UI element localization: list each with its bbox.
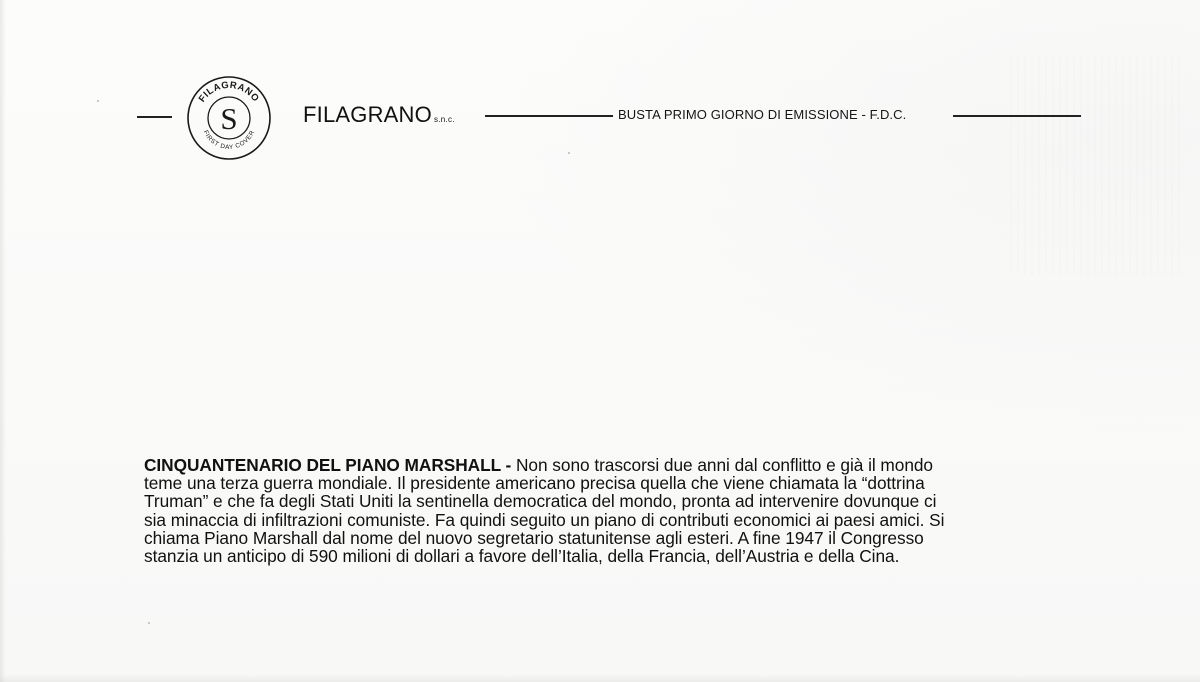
paper-speck — [568, 152, 570, 154]
filagrano-seal-logo — [186, 75, 272, 161]
description-title: CINQUANTENARIO DEL PIANO MARSHALL - — [144, 455, 512, 475]
description-line-4: sia minaccia di infiltrazioni comuniste. Fa quindi seguito un piano di contributi economici ai paesi amici. Si — [144, 509, 945, 530]
middle-rule — [485, 115, 613, 117]
description-line-2: teme una terza guerra mondiale. Il presidente americano precisa quella che viene chiamata la “dottrina — [144, 473, 925, 494]
description-line-5: chiama Piano Marshall dal nome del nuovo segretario statunitense agli esteri. A fine 1947 il Congresso — [144, 527, 924, 548]
description-line-1 — [144, 456, 1074, 474]
description-paragraph — [144, 456, 1074, 565]
bottom-edge-shadow — [0, 674, 1200, 682]
brand-suffix: s.n.c. — [433, 115, 455, 124]
seal-bottom-text: FIRST DAY COVER — [201, 129, 257, 152]
description-line-3: Truman” e che fa degli Stati Uniti la sentinella democratica del mondo, pronta ad intervenire dovunque ci — [144, 491, 937, 512]
left-dash-rule — [137, 116, 172, 118]
paper-speck — [148, 622, 150, 624]
brand-name-block — [303, 102, 455, 128]
left-edge-shadow — [0, 0, 6, 682]
right-rule — [953, 115, 1081, 117]
brand-name: FILAGRANO — [303, 102, 432, 127]
description-line-6: stanzia un anticipo di 590 milioni di dollari a favore dell’Italia, della Francia, dell’Austria e della Cina. — [144, 546, 900, 567]
seal-monogram: S — [220, 101, 238, 136]
cover-label: BUSTA PRIMO GIORNO DI EMISSIONE - F.D.C. — [618, 107, 907, 122]
seal-top-text: FILAGRANO — [196, 79, 262, 105]
paper-texture — [1010, 55, 1180, 275]
description-line-1-text: Non sono trascorsi due anni dal conflitto e già il mondo — [511, 455, 933, 475]
paper-speck — [97, 100, 99, 102]
